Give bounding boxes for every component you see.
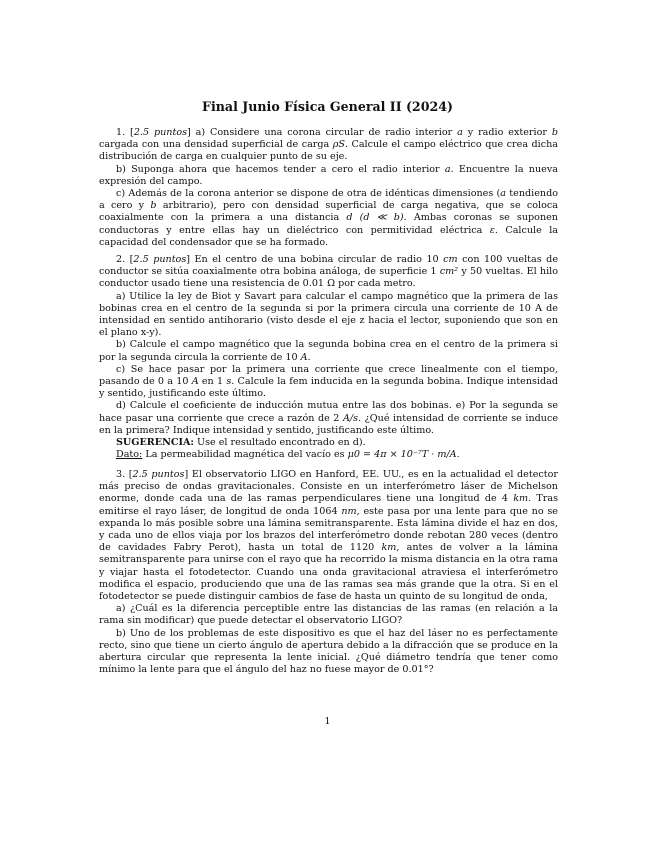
question-1-part-b: b) Suponga ahora que hacemos tender a cero el radio interior a. Encuentre la nueva expresión del campo. [99,163,558,187]
question-2-part-a: a) Utilice la ley de Biot y Savart para calcular el campo magnético que la primera de las bobinas crea en el centro de la segunda si por la primera circula una corriente de 10 A de intensidad en sentido antihorario (visto desde el eje z hacia el lector, suponiendo que son en el plano x-y). [99,290,558,339]
question-2-part-d: d) Calcule el coeficiente de inducción mutua entre las dos bobinas. e) Por la segunda se hace pasar una corriente que crece a razón de 2 A/s. ¿Qué intensidad de corriente se induce en la primera? Indique intensidad y sentido, justificando este último. [99,400,558,436]
q2-number: 2. [ [116,254,134,265]
question-3-intro: 3. [2.5 puntos] El observatorio LIGO en Hanford, EE. UU., es en la actualidad el detector más preciso de ondas gravitacionales. Consiste en un interferómetro láser de Michelson enorme, donde cada una de las ramas perpendiculares tiene una longitud de 4 km. Tras emitirse el rayo láser, de longitud de onda 1064 nm, este pasa por una lente para que no se expanda lo más posible sobre una lámina semitransparente. Esta lámina divide el haz en dos, y cada uno de ellos viaja por los brazos del interferómetro donde rebotan 280 veces (dentro de cavidades Fabry Perot), hasta un total de 1120 km, antes de volver a la lámina semitransparente para unirse con el rayo que ha recorrido la misma distancia en la otra rama y viajar hasta el fotodetector. Cuando una onda gravitacional atraviesa el interferómetro modifica el espacio, produciendo que una de las ramas sea más grande que la otra. Si en el fotodetector se puede distinguir cambios de fase de hasta un quinto de su longitud de onda, [99,469,558,603]
question-3-part-b: b) Uno de los problemas de este dispositivo es que el haz del láser no es perfectamente recto, sino que tiene un cierto ángulo de apertura debido a la difracción que se produce en la abertura circular que representa la lente inicial. ¿Qué diámetro tendría que tener como mínimo la lente para que el ángulo del haz no fuese mayor de 0.01°? [99,627,558,676]
q3-number: 3. [ [116,469,133,480]
question-3 [99,469,558,676]
question-3-part-a: a) ¿Cuál es la diferencia perceptible entre las distancias de las ramas (en relación a la rama sin modificar) que puede detectar el observatorio LIGO? [99,603,558,627]
q1-number: 1. [ [116,127,134,138]
page-title: Final Junio Física General II (2024) [202,99,453,114]
question-2-intro: 2. [2.5 puntos] En el centro de una bobina circular de radio 10 cm con 100 vueltas de conductor se sitúa coaxialmente otra bobina análoga, de superficie 1 cm² y 50 vueltas. El hilo conductor usado tiene una resistencia de 0.01 Ω por cada metro. [99,254,558,290]
question-2-part-c: c) Se hace pasar por la primera una corriente que crece linealmente con el tiempo, pasando de 0 a 10 A en 1 s. Calcule la fem inducida en la segunda bobina. Indique intensidad y sentido, justificando este último. [99,363,558,400]
question-1-part-c: c) Además de la corona anterior se dispone de otra de idénticas dimensiones (a tendiendo a cero y b arbitrario), pero con densidad superficial de carga negativa, que se coloca coaxialmente con la primera a una distancia d (d ≪ b). Ambas coronas se suponen conductoras y entre ellas hay un dieléctrico con permitividad eléctrica ε. Calcule la capacidad del condensador que se ha formado. [99,188,558,248]
q2-points: 2.5 puntos [133,254,187,265]
question-1-part-a: 1. [2.5 puntos] a) Considere una corona circular de radio interior a y radio exterior b cargada con una densidad superficial de carga ρS. Calcule el campo eléctrico que crea dicha distribución de carga en cualquier punto de su eje. [99,127,559,163]
question-2-part-b: b) Calcule el campo magnético que la segunda bobina crea en el centro de la primera si por la segunda circula la corriente de 10 A. [99,339,558,363]
question-2-data: Dato: La permeabilidad magnética del vacío es μ0 = 4π × 10⁻⁷T · m/A. [116,449,460,461]
question-2-hint: SUGERENCIA: Use el resultado encontrado en d). [116,437,366,449]
question-1 [99,127,558,249]
q3-points: 2.5 puntos [132,469,185,480]
question-2 [99,254,558,461]
page-number: 1 [324,716,331,727]
q1-points: 2.5 puntos [133,127,188,138]
